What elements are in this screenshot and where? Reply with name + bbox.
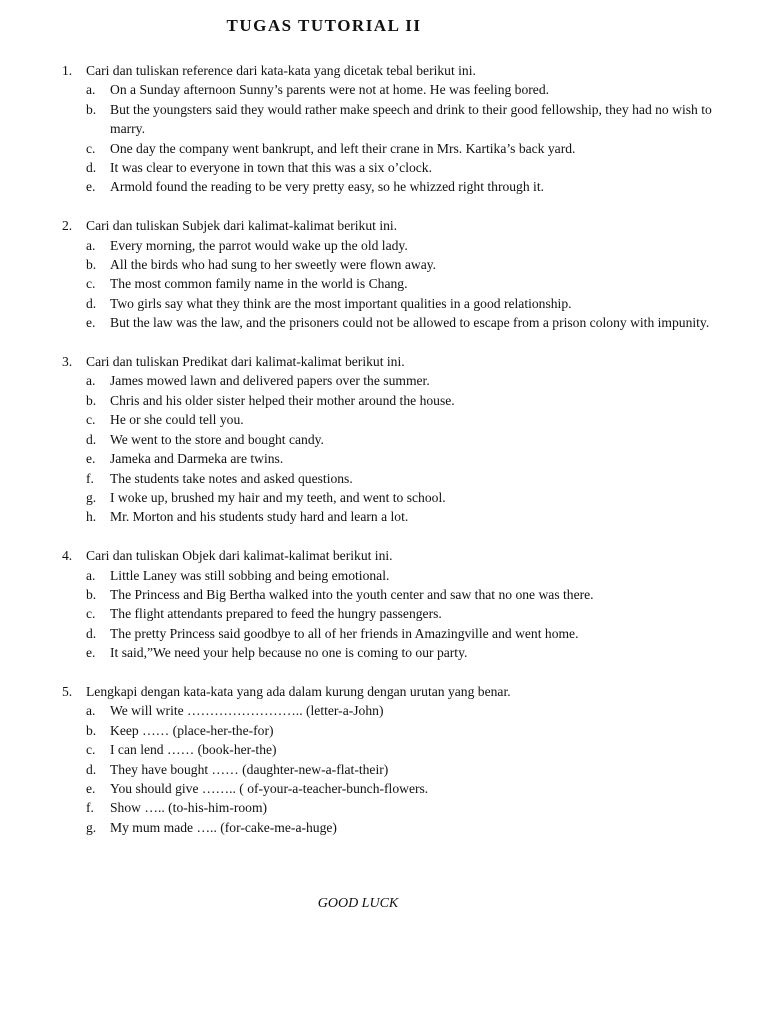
question-prompt [58,61,718,80]
list-item [58,158,718,177]
item-letter: d. [86,761,97,777]
list-item [58,721,718,740]
item-text: We went to the store and bought candy. [110,431,324,447]
list-item [58,760,718,779]
item-letter: a. [86,237,96,253]
item-letter: h. [86,509,97,525]
question-number: 2. [62,218,73,234]
list-item [58,604,718,623]
question-text: Cari dan tuliskan Subjek dari kalimat-kalimat berikut ini. [86,218,398,234]
list-item [58,779,718,798]
list-item [58,177,718,196]
item-text: Armold found the reading to be very pretty easy, so he whizzed right through it. [110,179,545,195]
item-letter: d. [86,295,97,311]
closing-text: GOOD LUCK [317,896,399,911]
item-letter: g. [86,489,97,505]
item-letter: b. [86,722,97,738]
list-item [58,585,718,604]
question-4 [58,546,718,662]
list-item [58,294,718,313]
item-text: Jameka and Darmeka are twins. [110,451,284,467]
question-number: 1. [62,63,73,78]
item-letter: c. [86,742,96,758]
question-text: Cari dan tuliskan reference dari kata-kata yang dicetak tebal berikut ini. [86,63,476,78]
list-item [58,236,718,255]
item-text: I woke up, brushed my hair and my teeth, and went to school. [110,489,446,505]
item-text: All the birds who had sung to her sweetly were flown away. [110,257,437,273]
list-item [58,80,718,99]
item-text: Every morning, the parrot would wake up the old lady. [110,237,408,253]
list-item [58,740,718,759]
item-letter: c. [86,606,96,622]
question-2 [58,216,718,332]
item-letter: b. [86,101,97,117]
item-text: Chris and his older sister helped their mother around the house. [110,392,455,408]
list-item [58,469,718,488]
question-number: 4. [62,548,73,564]
item-letter: b. [86,257,97,273]
list-item [58,391,718,410]
list-item [58,818,718,837]
item-text: The pretty Princess said goodbye to all of her friends in Amazingville and went home. [110,625,579,641]
list-item [58,100,718,139]
item-letter: c. [86,412,96,428]
question-list [58,61,718,857]
list-item [58,313,718,332]
question-prompt [58,216,718,235]
list-item [58,488,718,507]
question-5 [58,682,718,837]
list-item [58,139,718,158]
item-text: The students take notes and asked questions. [110,470,353,486]
item-letter: a. [86,82,96,98]
question-number: 3. [62,354,73,370]
item-letter: d. [86,431,97,447]
item-letter: f. [86,800,94,816]
item-text: Two girls say what they think are the most important qualities in a good relationship. [110,295,572,311]
item-letter: d. [86,160,97,176]
item-letter: c. [86,140,96,156]
item-letter: a. [86,373,96,389]
item-letter: e. [86,179,96,195]
item-text: The most common family name in the world is Chang. [110,276,408,292]
question-text: Cari dan tuliskan Predikat dari kalimat-kalimat berikut ini. [86,354,405,370]
item-text: Show ….. (to-his-him-room) [110,800,268,816]
item-letter: e. [86,315,96,331]
item-letter: f. [86,470,94,486]
item-text: On a Sunday afternoon Sunny’s parents were not at home. He was feeling bored. [110,82,550,98]
list-item [58,371,718,390]
question-prompt [58,546,718,565]
item-text: They have bought …… (daughter-new-a-flat-their) [110,761,389,777]
item-text: One day the company went bankrupt, and left their crane in Mrs. Kartika’s back yard. [110,140,576,156]
item-letter: a. [86,567,96,583]
list-item [58,701,718,720]
item-letter: e. [86,451,96,467]
list-item [58,624,718,643]
question-number: 5. [62,683,73,699]
question-prompt [58,352,718,371]
list-item [58,507,718,526]
question-text: Cari dan tuliskan Objek dari kalimat-kalimat berikut ini. [86,548,393,564]
item-text: He or she could tell you. [110,412,244,428]
item-text: My mum made ….. (for-cake-me-a-huge) [110,819,337,835]
item-text: But the law was the law, and the prisoners could not be allowed to escape from a prison colony with impunity. [110,315,710,331]
item-text: We will write …………………….. (letter-a-John) [110,703,384,719]
item-text: The Princess and Big Bertha walked into the youth center and saw that no one was there. [110,586,594,602]
item-text: James mowed lawn and delivered papers over the summer. [110,373,430,389]
item-letter: a. [86,703,96,719]
question-3 [58,352,718,527]
item-text: The flight attendants prepared to feed the hungry passengers. [110,606,442,622]
list-item [58,643,718,662]
item-text: It said,”We need your help because no one is coming to our party. [110,645,468,661]
item-text: You should give …….. ( of-your-a-teacher-bunch-flowers. [110,780,429,796]
list-item [58,430,718,449]
list-item [58,449,718,468]
item-text: Mr. Morton and his students study hard and learn a lot. [110,509,409,525]
question-prompt [58,682,718,701]
page-title: TUGAS TUTORIAL II [226,16,422,35]
item-text: Keep …… (place-her-the-for) [110,722,274,738]
question-text: Lengkapi dengan kata-kata yang ada dalam kurung dengan urutan yang benar. [86,683,511,699]
item-text: It was clear to everyone in town that this was a six o’clock. [110,160,433,176]
item-text: But the youngsters said they would rather make speech and drink to their good fellowship, they had no wish to marry. [110,101,712,137]
question-1 [58,61,718,197]
item-letter: d. [86,625,97,641]
item-letter: e. [86,780,96,796]
item-text: Little Laney was still sobbing and being emotional. [110,567,390,583]
list-item [58,798,718,817]
item-letter: g. [86,819,97,835]
item-letter: c. [86,276,96,292]
list-item [58,566,718,585]
list-item [58,410,718,429]
item-letter: b. [86,586,97,602]
item-text: I can lend …… (book-her-the) [110,742,277,758]
list-item [58,274,718,293]
item-letter: e. [86,645,96,661]
list-item [58,255,718,274]
item-letter: b. [86,392,97,408]
